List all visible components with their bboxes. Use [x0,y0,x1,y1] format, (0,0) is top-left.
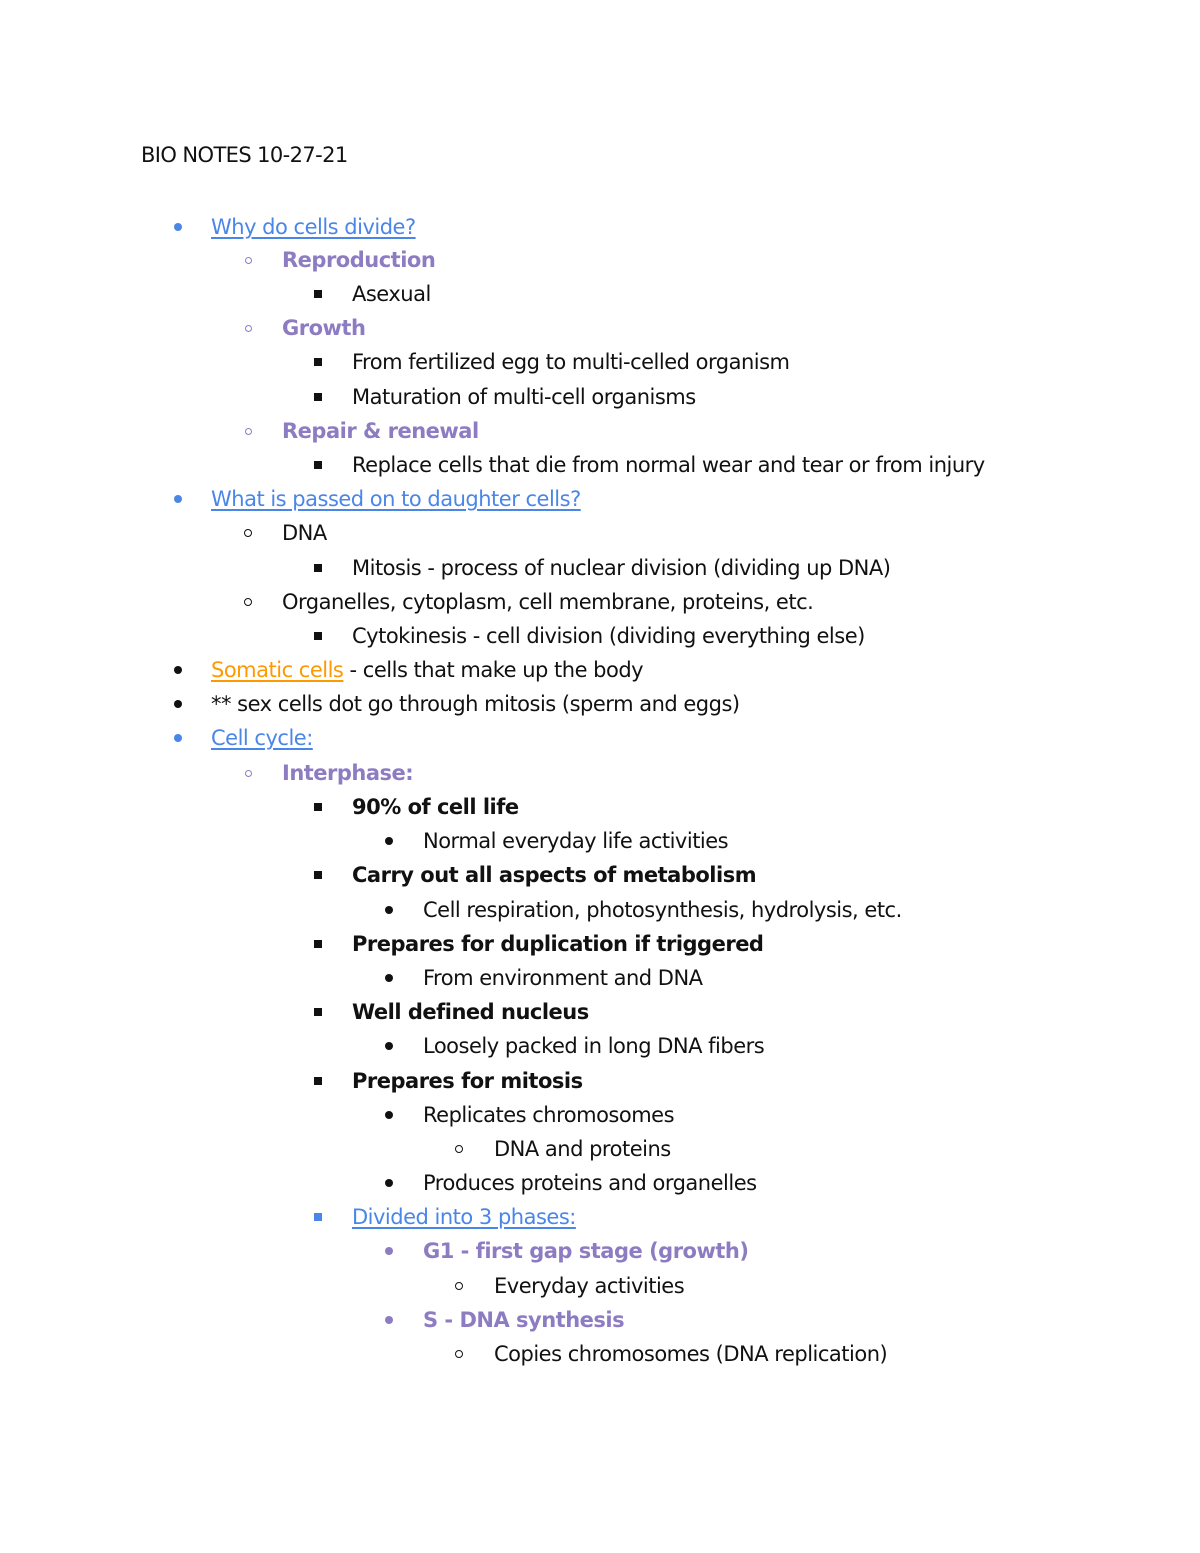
bullet-dot-icon [171,687,185,721]
list-item-text: Produces proteins and organelles [423,1171,757,1195]
list-item-text: Everyday activities [494,1274,685,1298]
bullet-square-icon [311,927,325,961]
bullet-dot-icon [382,961,396,995]
list-item-text: Cytokinesis - cell division (dividing everything else) [352,624,865,648]
list-item-text: Normal everyday life activities [423,829,729,853]
list-item-text: DNA [282,521,327,545]
bullet-ring-icon [241,311,255,345]
list-item-text: ** sex cells dot go through mitosis (sperm and eggs) [211,692,740,716]
bullet-ring-icon [452,1269,466,1303]
term-definition: - cells that make up the body [343,658,644,682]
bullet-square-icon [311,277,325,311]
bullet-square-icon [311,448,325,482]
bullet-ring-icon [241,243,255,277]
list-item-text: Replace cells that die from normal wear and tear or from injury [352,453,985,477]
list-item-text: From environment and DNA [423,966,703,990]
heading-link[interactable]: Why do cells divide? [211,215,416,239]
list-item-text: S - DNA synthesis [423,1308,625,1332]
list-item-text: Maturation of multi-cell organisms [352,385,696,409]
bullet-square-icon [311,619,325,653]
bullet-ring-icon [452,1132,466,1166]
list-item-text: DNA and proteins [494,1137,671,1161]
heading-link[interactable]: Divided into 3 phases: [352,1205,576,1229]
bullet-dot-icon [171,210,185,244]
list-item-text [211,653,643,687]
bullet-ring-icon [241,756,255,790]
bullet-dot-icon [382,1098,396,1132]
bullet-ring-icon [241,516,255,550]
list-item-text: Prepares for duplication if triggered [352,932,764,956]
bullet-ring-icon [241,585,255,619]
list-item-text: G1 - first gap stage (growth) [423,1239,749,1263]
list-item-text: Repair & renewal [282,419,479,443]
bullet-square-icon [311,551,325,585]
list-item-text: Cell respiration, photosynthesis, hydrolysis, etc. [423,898,902,922]
list-item-text: Organelles, cytoplasm, cell membrane, proteins, etc. [282,590,814,614]
list-item-text: Carry out all aspects of metabolism [352,863,757,887]
bullet-square-icon [311,380,325,414]
bullet-square-icon [311,858,325,892]
list-item-text: Loosely packed in long DNA fibers [423,1034,765,1058]
bullet-dot-icon [382,1303,396,1337]
bullet-square-icon [311,1200,325,1234]
bullet-dot-icon [382,1166,396,1200]
bullet-dot-icon [171,721,185,755]
list-item-text: 90% of cell life [352,795,519,819]
list-item-text: Interphase: [282,761,414,785]
bullet-dot-icon [382,824,396,858]
bullet-dot-icon [382,1234,396,1268]
term-link[interactable]: Somatic cells [211,658,344,682]
list-item-text: Reproduction [282,248,436,272]
bullet-square-icon [311,790,325,824]
bullet-square-icon [311,995,325,1029]
list-item-text: Growth [282,316,366,340]
bullet-square-icon [311,1064,325,1098]
list-item-text: From fertilized egg to multi-celled organism [352,350,790,374]
list-item-text: Replicates chromosomes [423,1103,675,1127]
list-item-text: Asexual [352,282,431,306]
heading-link[interactable]: Cell cycle: [211,726,313,750]
heading-link[interactable]: What is passed on to daughter cells? [211,487,581,511]
bullet-dot-icon [171,653,185,687]
bullet-dot-icon [171,482,185,516]
list-item-text: Prepares for mitosis [352,1069,583,1093]
list-item-text: Well defined nucleus [352,1000,589,1024]
bullet-square-icon [311,345,325,379]
bullet-ring-icon [452,1337,466,1371]
page-title: BIO NOTES 10-27-21 [141,143,348,167]
bullet-dot-icon [382,1029,396,1063]
bullet-dot-icon [382,893,396,927]
bullet-ring-icon [241,414,255,448]
list-item-text: Mitosis - process of nuclear division (dividing up DNA) [352,556,891,580]
list-item-text: Copies chromosomes (DNA replication) [494,1342,888,1366]
